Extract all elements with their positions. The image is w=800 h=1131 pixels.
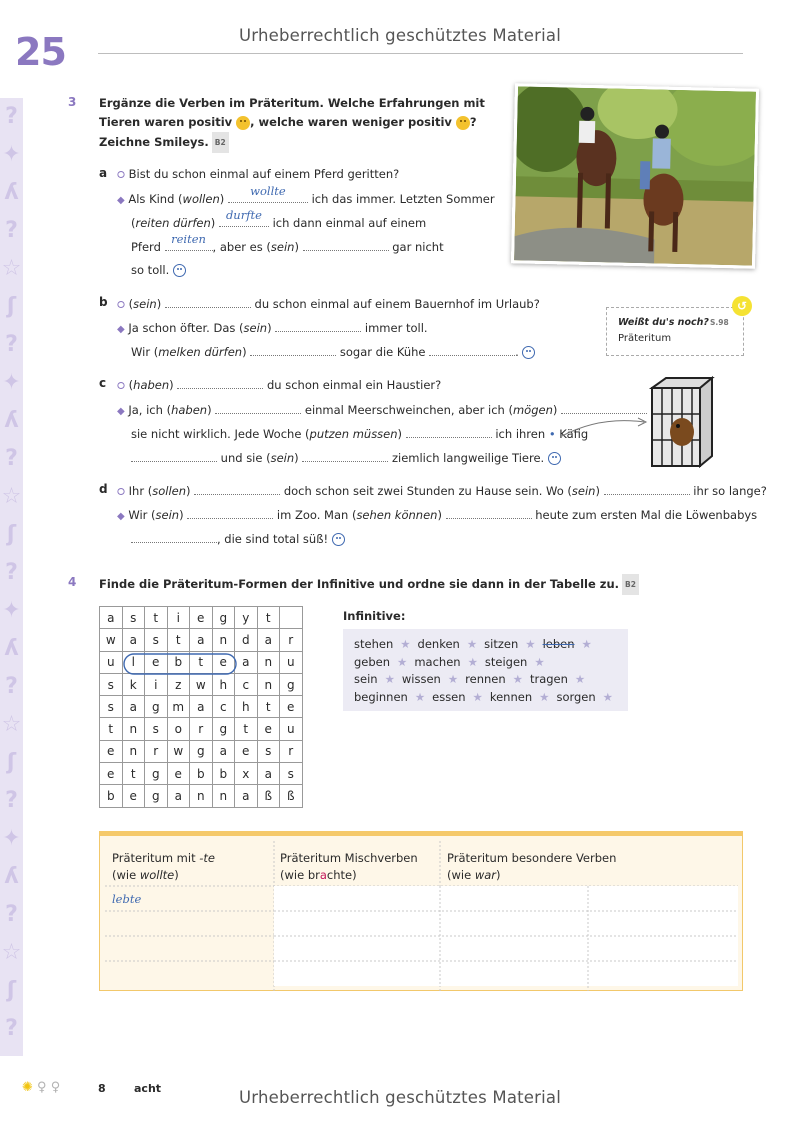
blank-3c-6[interactable] <box>302 449 388 462</box>
infinitives-label: Infinitive: <box>343 609 406 623</box>
grid-cell[interactable]: e <box>190 607 213 629</box>
grid-cell[interactable]: y <box>235 607 258 629</box>
blank-3a-2[interactable]: durfte <box>219 214 269 227</box>
grid-cell[interactable]: s <box>100 696 123 718</box>
grid-cell[interactable]: s <box>257 740 280 762</box>
grid-cell[interactable]: l <box>122 651 145 673</box>
answer-3c-line3: und sie (sein) ziemlich langweilige Tiere. <box>131 449 561 466</box>
example-answer[interactable]: lebte <box>112 892 142 906</box>
infinitive-word: tragen <box>529 672 568 686</box>
infinitives-row <box>354 655 552 669</box>
grid-cell[interactable]: a <box>235 785 258 807</box>
preterite-table <box>99 831 743 991</box>
grid-cell[interactable]: t <box>190 651 213 673</box>
infinitives-row <box>354 637 599 651</box>
grid-cell[interactable]: b <box>100 785 123 807</box>
infinitive-word: stehen <box>354 637 394 651</box>
infinitive-word: denken <box>417 637 460 651</box>
found-word-circle <box>122 652 238 676</box>
grid-cell[interactable]: w <box>190 673 213 695</box>
star-icon: ★ <box>539 690 550 704</box>
item-label-b: b <box>99 295 108 309</box>
grid-cell[interactable]: s <box>145 629 168 651</box>
blank-3c-5[interactable] <box>131 449 217 462</box>
grid-cell[interactable]: a <box>257 629 280 651</box>
grid-cell[interactable]: a <box>122 696 145 718</box>
smiley-blank-icon[interactable] <box>548 452 561 465</box>
star-icon: ★ <box>384 672 395 686</box>
star-icon: ★ <box>466 637 478 651</box>
item-label-c: c <box>99 376 107 390</box>
refresh-icon: ↺ <box>732 296 752 316</box>
word-search-grid[interactable] <box>99 606 303 808</box>
question-3b: ⭘ (sein) du schon einmal auf einem Bauernhof im Urlaub? <box>117 297 540 311</box>
blank-3a-1[interactable]: wollte <box>228 190 308 203</box>
star-icon: ★ <box>467 655 478 669</box>
infinitive-word: leben <box>542 637 575 651</box>
grid-cell[interactable]: g <box>212 718 235 740</box>
exercise-3-instruction: Ergänze die Verben im Präteritum. Welche Erfahrungen mit Tieren waren positiv , welche waren weniger positiv ? Zeichne Smileys. B2 <box>99 94 499 153</box>
level-badge: B2 <box>622 574 639 595</box>
grid-cell[interactable]: w <box>100 629 123 651</box>
infinitive-word: sein <box>354 672 378 686</box>
star-icon: ★ <box>534 655 545 669</box>
infinitive-word: steigen <box>484 655 528 669</box>
item-label-a: a <box>99 166 108 180</box>
grid-cell[interactable]: s <box>100 673 123 695</box>
col-header-te: Präteritum mit -te (wie wollte) <box>112 851 215 882</box>
answer-3a-line1: ◆ Als Kind (wollen) wollte ich das immer. Letzten Sommer <box>117 184 495 206</box>
arrow-to-cage-icon <box>560 412 650 442</box>
star-icon: ★ <box>512 672 523 686</box>
blank-3d-5[interactable] <box>131 530 217 543</box>
smiley-blank-icon[interactable] <box>332 533 345 546</box>
grid-cell[interactable]: b <box>212 763 235 785</box>
grid-cell[interactable]: t <box>167 629 190 651</box>
page-number: 25 <box>15 30 66 74</box>
grid-cell[interactable]: e <box>167 763 190 785</box>
grid-cell[interactable]: n <box>212 785 235 807</box>
grid-cell[interactable]: c <box>235 673 258 695</box>
blank-3b-2[interactable] <box>275 319 361 332</box>
reminder-note: Weißt du's noch? S.98 Präteritum <box>606 307 744 356</box>
exercise-4-number: 4 <box>68 575 77 589</box>
blank-3d-1[interactable] <box>194 482 280 495</box>
grid-cell[interactable]: e <box>100 763 123 785</box>
grid-cell[interactable]: d <box>235 629 258 651</box>
level-badge: B2 <box>212 132 229 153</box>
smiley-blank-icon[interactable] <box>522 346 535 359</box>
answer-3b-line2: Wir (melken dürfen) sogar die Kühe . <box>131 343 535 360</box>
grid-cell[interactable]: n <box>190 785 213 807</box>
grid-cell[interactable]: e <box>212 651 235 673</box>
grid-cell[interactable]: e <box>257 718 280 740</box>
infinitive-word: rennen <box>465 672 506 686</box>
question-3c: ⭘ (haben) du schon einmal ein Haustier? <box>117 378 442 392</box>
grid-cell[interactable]: ß <box>280 785 303 807</box>
blank-3d-4[interactable] <box>446 506 532 519</box>
grid-cell[interactable]: b <box>167 651 190 673</box>
grid-cell[interactable]: r <box>145 740 168 762</box>
grid-cell[interactable]: a <box>212 740 235 762</box>
col-header-special: Präteritum besondere Verben (wie war) <box>447 851 617 882</box>
footer-page-word: acht <box>134 1082 162 1095</box>
grid-cell[interactable]: t <box>257 607 280 629</box>
difficulty-bulbs-icon: ✺ ♀ ♀ <box>22 1080 61 1095</box>
blank-3c-1[interactable] <box>177 376 263 389</box>
infinitive-word: sitzen <box>484 637 519 651</box>
grid-cell[interactable]: a <box>190 696 213 718</box>
infinitive-word: geben <box>354 655 391 669</box>
happy-smiley-icon <box>236 116 250 130</box>
grid-cell[interactable]: s <box>122 607 145 629</box>
grid-cell[interactable]: t <box>122 763 145 785</box>
watermark-top: Urheberrechtlich geschütztes Material <box>238 26 562 45</box>
col-header-mixed: Präteritum Mischverben (wie brachte) <box>280 851 418 882</box>
grid-cell[interactable]: e <box>280 696 303 718</box>
footer-page-number: 8 <box>98 1082 106 1095</box>
grid-cell[interactable] <box>280 607 303 629</box>
infinitive-word: sorgen <box>556 690 596 704</box>
grid-cell[interactable]: n <box>212 629 235 651</box>
infinitive-word: beginnen <box>354 690 408 704</box>
blank-3a-4[interactable] <box>303 238 389 251</box>
grid-cell[interactable]: ß <box>257 785 280 807</box>
question-3a: ⭘ Bist du schon einmal auf einem Pferd geritten? <box>117 167 400 181</box>
star-icon: ★ <box>447 672 459 686</box>
answer-3c-line1: ◆ Ja, ich (haben) einmal Meerschweinchen, aber ich (mögen) <box>117 401 647 420</box>
grid-cell[interactable]: n <box>257 651 280 673</box>
grid-cell[interactable]: m <box>167 696 190 718</box>
grid-cell[interactable]: g <box>145 785 168 807</box>
grid-cell[interactable]: e <box>235 740 258 762</box>
answer-3d-line2: , die sind total süß! <box>131 530 345 547</box>
infinitive-word: essen <box>432 690 466 704</box>
grid-cell[interactable]: h <box>212 673 235 695</box>
grid-cell[interactable]: n <box>122 740 145 762</box>
guinea-pig-cage-icon <box>648 374 716 470</box>
watermark-bottom: Urheberrechtlich geschütztes Material <box>238 1088 562 1107</box>
grid-cell[interactable]: u <box>280 651 303 673</box>
answer-3b-line1: ◆ Ja schon öfter. Das (sein) immer toll. <box>117 321 428 335</box>
blank-3d-2[interactable] <box>604 482 690 495</box>
star-icon: ★ <box>400 637 411 651</box>
blank-3b-4[interactable] <box>429 343 515 356</box>
grid-cell[interactable]: a <box>235 651 258 673</box>
grid-cell[interactable]: c <box>212 696 235 718</box>
grid-cell[interactable]: s <box>280 763 303 785</box>
grid-cell[interactable]: g <box>145 696 168 718</box>
grid-cell[interactable]: w <box>167 740 190 762</box>
blank-3c-2[interactable] <box>215 401 301 414</box>
grid-cell[interactable]: s <box>145 718 168 740</box>
grid-cell[interactable]: r <box>190 718 213 740</box>
blank-3d-3[interactable] <box>187 506 273 519</box>
grid-cell[interactable]: a <box>190 629 213 651</box>
grid-cell[interactable]: n <box>122 718 145 740</box>
blank-3a-3[interactable]: reiten <box>165 238 213 251</box>
grid-cell[interactable]: i <box>167 607 190 629</box>
answer-3a-line3: Pferd reiten , aber es (sein) gar nicht <box>131 232 444 254</box>
grid-cell[interactable]: b <box>190 763 213 785</box>
grid-cell[interactable]: t <box>145 607 168 629</box>
grid-cell[interactable]: g <box>145 763 168 785</box>
grid-cell[interactable]: r <box>280 740 303 762</box>
grid-cell[interactable]: e <box>122 785 145 807</box>
grid-cell[interactable]: t <box>257 696 280 718</box>
sad-smiley-icon <box>456 116 470 130</box>
answer-3a-line2: (reiten dürfen) durfte ich dann einmal auf einem <box>131 208 427 230</box>
decorative-sidebar: ? ✦ ʎ ? ☆ ʃ ? ✦ ʎ ? ☆ ʃ ? ✦ ʎ ? ☆ ʃ ? ✦ ʎ ? ☆ ʃ ? <box>0 98 23 1056</box>
item-label-d: d <box>99 482 108 496</box>
star-icon: ★ <box>525 637 536 651</box>
grid-cell[interactable]: i <box>145 673 168 695</box>
grid-cell[interactable]: e <box>145 651 168 673</box>
answer-3d-line1: ◆ Wir (sein) im Zoo. Man (sehen können) heute zum ersten Mal die Löwenbabys <box>117 508 758 522</box>
grid-cell[interactable]: h <box>235 696 258 718</box>
grid-cell[interactable]: z <box>167 673 190 695</box>
grid-cell[interactable]: a <box>122 629 145 651</box>
answer-3a-line4: so toll. <box>131 262 186 278</box>
question-3d: ⭘ Ihr (sollen) doch schon seit zwei Stunden zu Hause sein. Wo (sein) ihr so lange? <box>117 484 767 498</box>
grid-cell[interactable]: r <box>280 629 303 651</box>
horse-riders-photo <box>511 83 759 268</box>
infinitive-word: wissen <box>401 672 441 686</box>
star-icon: ★ <box>397 655 408 669</box>
grid-cell[interactable]: o <box>167 718 190 740</box>
infinitive-word: machen <box>414 655 461 669</box>
grid-cell[interactable]: a <box>167 785 190 807</box>
exercise-4-instruction: Finde die Präteritum-Formen der Infinitive und ordne sie dann in der Tabelle zu. B2 <box>99 574 639 595</box>
star-icon: ★ <box>581 637 592 651</box>
blank-3b-3[interactable] <box>250 343 336 356</box>
grid-cell[interactable]: a <box>257 763 280 785</box>
star-icon: ★ <box>414 690 426 704</box>
header-divider <box>98 53 743 54</box>
grid-cell[interactable]: g <box>280 673 303 695</box>
answer-3c-line2: sie nicht wirklich. Jede Woche (putzen müssen) ich ihren • Käfig <box>131 427 589 441</box>
grid-cell[interactable]: x <box>235 763 258 785</box>
smiley-blank-icon[interactable] <box>173 264 186 277</box>
infinitive-word: kennen <box>489 690 533 704</box>
exercise-3-number: 3 <box>68 95 77 109</box>
grid-cell[interactable]: g <box>212 607 235 629</box>
grid-cell[interactable]: n <box>257 673 280 695</box>
infinitives-row <box>354 672 592 686</box>
star-icon: ★ <box>602 690 613 704</box>
grid-cell[interactable]: t <box>100 718 123 740</box>
grid-cell[interactable]: u <box>280 718 303 740</box>
grid-cell[interactable]: u <box>100 651 123 673</box>
infinitives-row <box>354 690 620 704</box>
star-icon: ★ <box>472 690 483 704</box>
grid-cell[interactable]: e <box>100 740 123 762</box>
grid-cell[interactable]: g <box>190 740 213 762</box>
blank-3c-4[interactable] <box>406 425 492 438</box>
star-icon: ★ <box>574 672 586 686</box>
grid-cell[interactable]: k <box>122 673 145 695</box>
grid-cell[interactable]: a <box>100 607 123 629</box>
blank-3b-1[interactable] <box>165 295 251 308</box>
grid-cell[interactable]: t <box>235 718 258 740</box>
